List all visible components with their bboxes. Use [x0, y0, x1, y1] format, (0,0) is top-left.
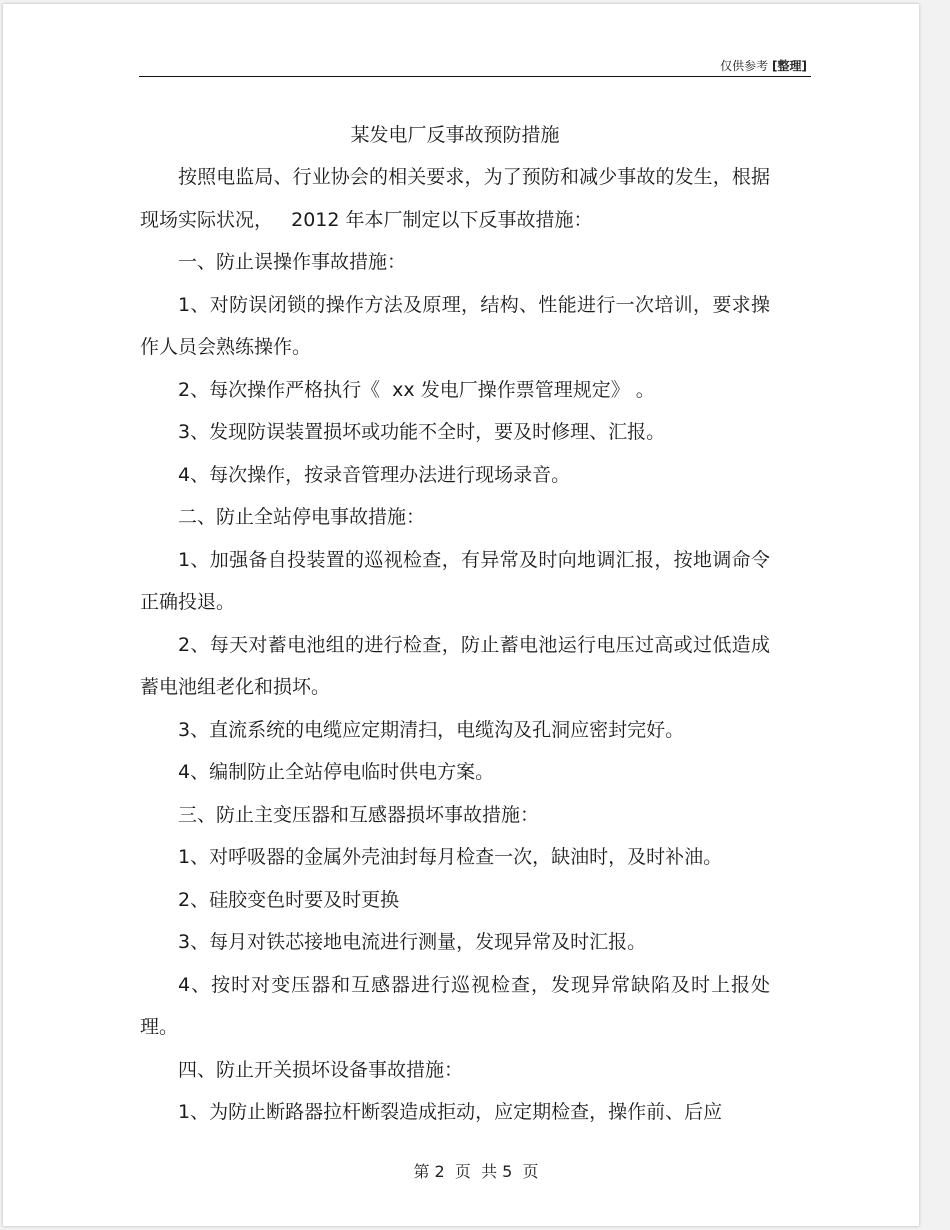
list-item: 4、按时对变压器和互感器进行巡视检查，发现异常缺陷及时上报处理。	[140, 973, 770, 1038]
list-item: 4、每次操作，按录音管理办法进行现场录音。	[178, 463, 571, 486]
paragraph-intro: 按照电监局、行业协会的相关要求，为了预防和减少事故的发生，根据现场实际状况， 2012 年本厂制定以下反事故措施：	[140, 166, 770, 231]
list-item: 2、每天对蓄电池组的进行检查，防止蓄电池运行电压过高或过低造成蓄电池组老化和损坏。	[140, 633, 770, 698]
header-tag: [整理]	[772, 59, 807, 73]
list-item: 1、对防误闭锁的操作方法及原理，结构、性能进行一次培训，要求操作人员会熟练操作。	[140, 293, 770, 358]
header-note-text: 仅供参考	[720, 59, 769, 73]
list-item: 1、加强备自投装置的巡视检查，有异常及时向地调汇报，按地调命令正确投退。	[140, 548, 770, 613]
page-number: 第 2 页 共 5 页	[413, 1162, 539, 1181]
document-page	[3, 4, 919, 1226]
section-heading-2: 二、防止全站停电事故措施：	[178, 506, 426, 528]
header-note	[720, 57, 807, 74]
list-item: 1、为防止断路器拉杆断裂造成拒动，应定期检查，操作前、后应	[178, 1101, 723, 1123]
header-divider	[139, 76, 811, 77]
list-item: 2、硅胶变色时要及时更换	[178, 888, 400, 911]
list-item: 3、发现防误装置损坏或功能不全时，要及时修理、汇报。	[178, 421, 666, 443]
document-body	[140, 114, 770, 1134]
section-heading-1: 一、防止误操作事故措施：	[178, 251, 407, 273]
list-item: 3、每月对铁芯接地电流进行测量，发现异常及时汇报。	[178, 931, 647, 953]
section-heading-4: 四、防止开关损坏设备事故措施：	[178, 1058, 464, 1081]
list-item: 2、每次操作严格执行《 xx 发电厂操作票管理规定》 。	[178, 378, 655, 401]
list-item: 4、编制防止全站停电临时供电方案。	[178, 761, 495, 783]
document-title: 某发电厂反事故预防措施	[350, 124, 560, 146]
section-heading-3: 三、防止主变压器和互感器损坏事故措施：	[178, 803, 540, 826]
list-item: 3、直流系统的电缆应定期清扫，电缆沟及孔洞应密封完好。	[178, 718, 685, 741]
list-item: 1、对呼吸器的金属外壳油封每月检查一次，缺油时，及时补油。	[178, 846, 723, 868]
